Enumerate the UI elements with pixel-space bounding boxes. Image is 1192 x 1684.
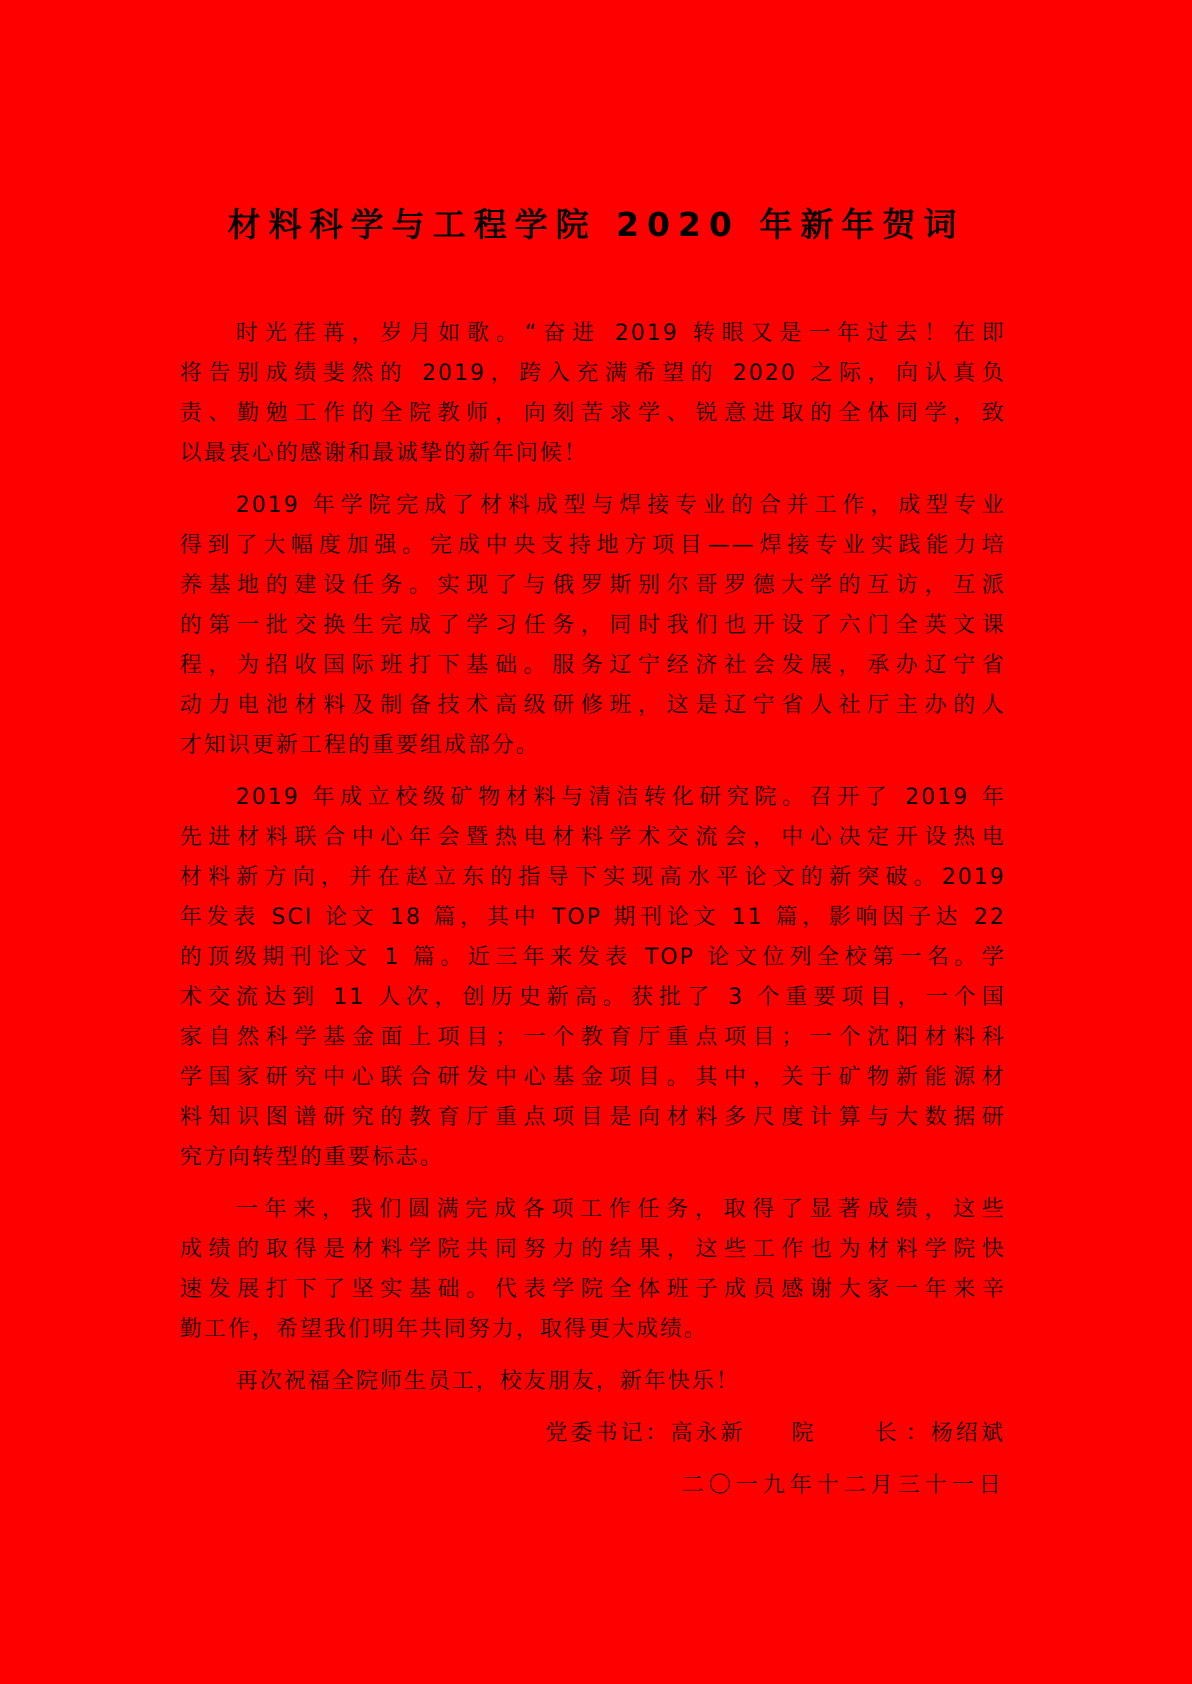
page-title: 材料科学与工程学院 2020 年新年贺词 bbox=[227, 205, 965, 244]
paragraph-line: 年发表 SCI 论文 18 篇，其中 TOP 期刊论文 11 篇，影响因子达 22 bbox=[180, 905, 1006, 930]
letter-body bbox=[180, 314, 1006, 1506]
paragraph-line: 得到了大幅度加强。完成中央支持地方项目——焊接专业实践能力培 bbox=[180, 533, 1006, 558]
dean-name: ：杨绍斌 bbox=[905, 1421, 1006, 1446]
paragraph-line: 的第一批交换生完成了学习任务，同时我们也开设了六门全英文课 bbox=[180, 613, 1006, 638]
paragraph-line: 的顶级期刊论文 1 篇。近三年来发表 TOP 论文位列全校第一名。学 bbox=[180, 945, 1006, 970]
paragraph-line: 速发展打下了坚实基础。代表学院全体班子成员感谢大家一年来辛 bbox=[180, 1277, 1006, 1302]
dean-title: 院 长 bbox=[791, 1421, 900, 1446]
paragraph-line: 先进材料联合中心年会暨热电材料学术交流会，中心决定开设热电 bbox=[180, 825, 1006, 850]
paragraph-line: 成绩的取得是材料学院共同努力的结果，这些工作也为材料学院快 bbox=[180, 1237, 1006, 1262]
paragraph-line: 动力电池材料及制备技术高级研修班，这是辽宁省人社厅主办的人 bbox=[180, 693, 1006, 718]
party-secretary-signature: 党委书记：高永新 bbox=[545, 1421, 746, 1446]
paragraph-line: 责、勤勉工作的全院教师，向刻苦求学、锐意进取的全体同学，致 bbox=[180, 401, 1006, 426]
paragraph-line: 程，为招收国际班打下基础。服务辽宁经济社会发展，承办辽宁省 bbox=[180, 653, 1006, 678]
paragraph-4 bbox=[180, 1190, 1006, 1350]
paragraph-line: 才知识更新工程的重要组成部分。 bbox=[180, 733, 541, 758]
paragraph-line: 究方向转型的重要标志。 bbox=[180, 1145, 445, 1170]
paragraph-line: 术交流达到 11 人次，创历史新高。获批了 3 个重要项目，一个国 bbox=[180, 985, 1006, 1010]
paragraph-line: 将告别成绩斐然的 2019，跨入充满希望的 2020 之际，向认真负 bbox=[180, 361, 1006, 386]
paragraph-line: 2019 年学院完成了材料成型与焊接专业的合并工作，成型专业 bbox=[236, 493, 1006, 518]
paragraph-1 bbox=[180, 314, 1006, 474]
paragraph-line: 以最衷心的感谢和最诚挚的新年问候！ bbox=[180, 441, 589, 466]
paragraph-line: 再次祝福全院师生员工，校友朋友，新年快乐！ bbox=[236, 1369, 741, 1394]
paragraph-line: 家自然科学基金面上项目；一个教育厅重点项目；一个沈阳材料科 bbox=[180, 1025, 1006, 1050]
paragraph-5 bbox=[180, 1362, 1006, 1402]
paragraph-line: 材料新方向，并在赵立东的指导下实现高水平论文的新突破。2019 bbox=[180, 865, 1006, 890]
signature-line bbox=[180, 1414, 1006, 1454]
paragraph-2 bbox=[180, 486, 1006, 766]
paragraph-line: 料知识图谱研究的教育厅重点项目是向材料多尺度计算与大数据研 bbox=[180, 1105, 1006, 1130]
paragraph-line: 学国家研究中心联合研发中心基金项目。其中，关于矿物新能源材 bbox=[180, 1065, 1006, 1090]
paragraph-line: 一年来，我们圆满完成各项工作任务，取得了显著成绩，这些 bbox=[236, 1197, 1006, 1222]
paragraph-3 bbox=[180, 778, 1006, 1178]
paragraph-line: 2019 年成立校级矿物材料与清洁转化研究院。召开了 2019 年 bbox=[236, 785, 1006, 810]
letter-date: 二〇一九年十二月三十一日 bbox=[681, 1473, 1006, 1498]
paragraph-line: 时光荏苒，岁月如歌。“奋进 2019 转眼又是一年过去！在即 bbox=[236, 321, 1006, 346]
paragraph-line: 勤工作，希望我们明年共同努力，取得更大成绩。 bbox=[180, 1317, 709, 1342]
paragraph-line: 养基地的建设任务。实现了与俄罗斯别尔哥罗德大学的互访，互派 bbox=[180, 573, 1006, 598]
